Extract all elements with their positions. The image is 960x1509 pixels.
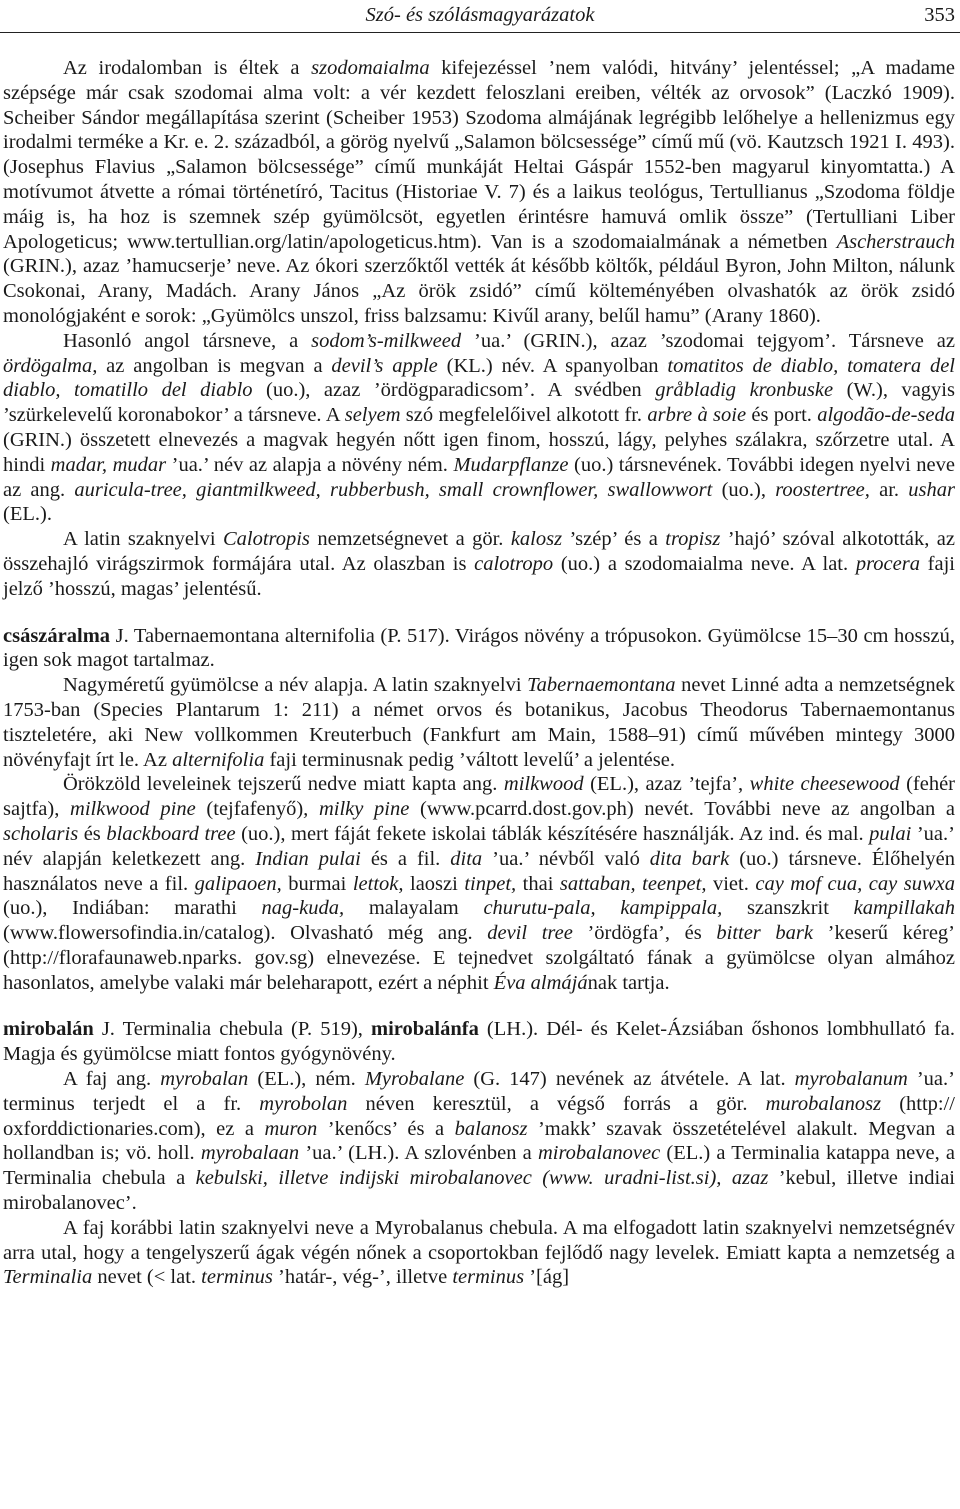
page-number: 353 (924, 4, 955, 26)
entry-headword: császáralma (3, 624, 111, 647)
dictionary-entry (3, 56, 955, 602)
body-paragraph: A latin szaknyelvi Calotropis nemzetségnevet a gör. kalosz ’szép’ és a tropisz ’hajó’ szóval alkotották, az összehajló virágszirmok formájára utal. Az olaszban is calotropo (uo.) a szodomaialma neve. A lat. procera faji jelző ’hosszú, magas’ jelentésű. (3, 528, 955, 600)
body-paragraph: Örökzöld leveleinek tejszerű nedve miatt kapta ang. milkwood (EL.), azaz ’tejfa’, white cheesewood (fehér sajtfa), milkwood pine (tejfafenyő), milky pine (www.pcarrd.dost.gov.ph) nevét. További neve az angolban a scholaris és blackboard tree (uo.), mert fáját fekete iskolai táblák készítésére használják. Az ind. és mal. pulai ’ua.’ név alapján keletkezett ang. Indian pulai és a fil. dita ’ua.’ névből való dita bark (uo.) társneve. Élőhelyén használatos neve a fil. galipaoen, burmai lettok, laoszi tinpet, thai sattaban, teenpet, viet. cay mof cua, cay suwxa (uo.), Indiában: marathi nag-kuda, malayalam churutu-pala, kampippala, szanszkrit kampillakah (www.flowersofindia.in/catalog). Olvasható még ang. devil tree ’ördögfa’, és bitter bark ’keserű kéreg’ (http://florafaunaweb.nparks. gov.sg) elnevezése. E tejnedvet szolgáltató fának a gyümölcse olyan almához hasonlatos, amelybe valaki már beleharapott, ezért a néphit Éva almájának tartja. (3, 773, 955, 994)
body-paragraph: Az irodalomban is éltek a szodomaialma kifejezéssel ’nem valódi, hitvány’ jelentéssel; „A madame szépsége már csak szodomai alma volt: a vér kezdett feloszlani ereiben, vélték az orvosok” (Laczkó 1909). Scheiber Sándor megállapítása szerint (Scheiber 1953) Szodoma almájának legrégibb lelőhelye a hellenizmus egy irodalmi terméke a Kr. e. 2. századból, a görög nyelvű „Salamon bölcsessége” című mű (vö. Kautzsch 1921 I. 493). (Josephus Flavius „Salamon bölcsessége” című munkáját Heltai Gáspár 1552-ben magyarul kinyomtatta.) A motívumot átvette a római történetíró, Tacitus (Historiae V. 7) és a laikus teológus, Tertullianus „Szodoma földje máig is, ha hoz is szemnek szép gyümölcsöt, egyetlen érintésre hamuvá omlik össze” (Tertulliani Liber Apologeticus; www.tertullian.org/latin/apologeticus.htm). Van is a szodomaialmának a németben Ascherstrauch (GRIN.), azaz ’hamucserje’ neve. Az ókori szerzőktől vették át később költők, például Byron, John Milton, nálunk Csokonai, Arany, Madách. Arany János „Az örök zsidó” című költeményében olvashatók az örök zsidó monológjaként e sorok: „Gyümölcs unszol, friss balzsamu: Kivűl arany, belűl hamu” (Arany 1860). (3, 57, 955, 327)
entry-headline-paragraph: mirobalán J. Terminalia chebula (P. 519), mirobalánfa (LH.). Dél- és Kelet-Ázsiában őshonos lombhullató fa. Magja és gyümölcse miatt fontos gyógynövény. (3, 1018, 955, 1066)
body-paragraph: Hasonló angol társneve, a sodom’s-milkweed ’ua.’ (GRIN.), azaz ’szodomai tejgyom’. Társneve az ördögalma, az angolban is megvan a devil’s apple (KL.) név. A spanyolban tomatitos de diablo, tomatera del diablo, tomatillo del diablo (uo.), azaz ’ördögparadicsom’. A svédben gråbladig kronbuske (W.), vagyis ’szürkelevelű koronabokor’ a társneve. A selyem szó megfelelőivel alkotott fr. arbre à soie és port. algodão-de-seda (GRIN.) összetett elnevezés a magvak hegyén nőtt igen finom, hosszú, lágy, pelyhes szálakra, szőrzetre utal. A hindi madar, mudar ’ua.’ név az alapja a növény ném. Mudarpflanze (uo.) társnevének. További idegen nyelvi neve az ang. auricula-tree, giantmilkweed, rubberbush, small crownflower, swallowwort (uo.), roostertree, ar. ushar (EL.). (3, 329, 955, 526)
header-rule (0, 32, 960, 33)
running-title: Szó- és szólásmagyarázatok (365, 4, 595, 26)
entry-headline-paragraph: császáralma J. Tabernaemontana alternifolia (P. 517). Virágos növény a trópusokon. Gyümölcse 15–30 cm hosszú, igen sok magot tartalmaz. (3, 624, 955, 672)
page-body (3, 56, 955, 1290)
dictionary-entry (3, 1017, 955, 1290)
body-paragraph: A faj korábbi latin szaknyelvi neve a Myrobalanus chebula. A ma elfogadott latin szaknyelvi nemzetségnév arra utal, hogy a tengelyszerű ágak végén nőnek a csoportokban fejlődő nagy levelek. Emiatt kapta a nemzetség a Terminalia nevet (< lat. terminus ’határ-, vég-’, illetve terminus ’[ág] (3, 1216, 955, 1289)
entry-headword: mirobalánfa (371, 1018, 479, 1041)
page-header (0, 0, 960, 36)
dictionary-entry (3, 624, 955, 996)
body-paragraph: A faj ang. myrobalan (EL.), ném. Myrobalane (G. 147) nevének az átvétele. A lat. myrobalanum ’ua.’ terminus terjedt el a fr. myrobolan néven keresztül, a végső forrás a gör. murobalanosz (http:// oxforddictionaries.com), ez a muron ’kenőcs’ és a balanosz ’makk’ szavak összetételével alakult. Megvan a hollandban is; vö. holl. myrobalaan ’ua.’ (LH.). A szlovénben a mirobalanovec (EL.) a Terminalia katappa neve, a Terminalia chebula a kebulski, illetve indijski mirobalanovec (www. uradni-list.si), azaz ’kebul, illetve indiai mirobalanovec’. (3, 1068, 955, 1215)
entry-headword: mirobalán (3, 1018, 94, 1041)
body-paragraph: Nagyméretű gyümölcse a név alapja. A latin szaknyelvi Tabernaemontana nevet Linné adta a nemzetségnek 1753-ban (Species Plantarum 1: 211) a német orvos és botanikus, Jacobus Theodorus Tabernaemontanus tiszteletére, aki New vollkommen Kreuterbuch (Fankfurt am Main, 1588–91) című művében mintegy 3000 növényfajt írt le. Az alternifolia faji terminusnak pedig ’váltott levelű’ a jelentése. (3, 674, 955, 771)
